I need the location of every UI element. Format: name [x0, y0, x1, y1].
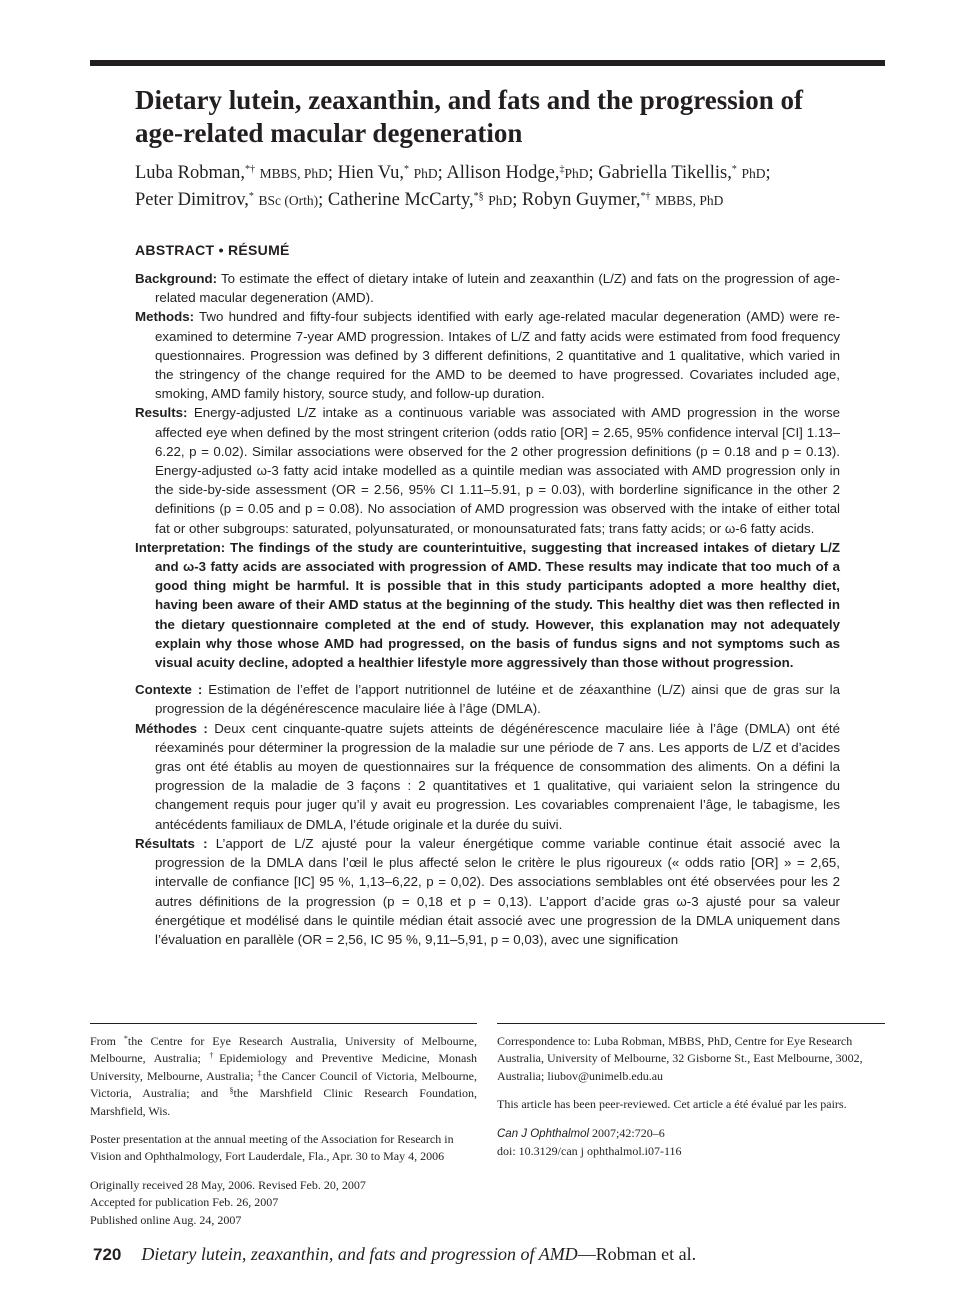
- affil-text: From: [90, 1034, 124, 1048]
- author-separator: ;: [327, 163, 333, 183]
- affil-mark: *: [123, 1034, 128, 1043]
- correspondence-note: Correspondence to: Luba Robman, MBBS, PhD, Centre for Eye Research Australia, University of Melbourne, 32 Gisborne St., East Melbourne, 3002, Australia; liubov@unimelb.edu.au: [497, 1034, 863, 1083]
- section-label: Background:: [135, 271, 218, 286]
- footnote-divider-left: [90, 1023, 477, 1024]
- journal-name: Can J Ophthalmol: [497, 1127, 590, 1140]
- footnotes-right: [497, 1033, 885, 1160]
- author-name: Peter Dimitrov,: [135, 190, 249, 210]
- section-text: To estimate the effect of dietary intake of lutein and zeaxanthin (L/Z) and fats on the progression of age-related macular degeneration (AMD).: [155, 271, 840, 306]
- affil-text: the Marshfield Clinic Research Foundation, Marshfield, Wis.: [90, 1086, 477, 1118]
- section-text: Deux cent cinquante-quatre sujets atteints de dégénérescence maculaire liée à l’âge (DMLA) ont été réexaminés pour déterminer la progression de la maladie sur une période de 7 ans. Les apports de L/Z et d’acides gras ont été établis au moyen de questionnaires sur la fréquence de consommation des aliments. On a défini la progression de la maladie de 3 façons : 2 quantitatives et 1 qualitative, qui variaient selon la stringence du changement requis pour juger qu’il y avait eu progression. Les covariables comprenaient l’âge, le tabagisme, les antécédents familiaux de DMLA, l’étude originale et la durée du suivi.: [155, 720, 840, 832]
- journal-citation: [497, 1125, 885, 1143]
- author-degree: PhD: [564, 166, 589, 181]
- section-text: The findings of the study are counterintuitive, suggesting that increased intakes of dietary L/Z and ω-3 fatty acids are associated with progression of AMD. These results may indicate that too much of a good thing might be harmful. It is possible that in this study participants adopted a more healthy diet, having been aware of their AMD status at the beginning of the study. This healthy diet was then reflected in the dietary questionnaire completed at the end of study. However, this explanation may not adequately explain why those whose AMD had progressed, on the basis of fundus signs and not symptoms such as visual acuity decline, adopted a healthier lifestyle more aggressively than those without progression.: [155, 539, 840, 671]
- top-rule: [90, 60, 885, 66]
- section-label: Results:: [135, 405, 188, 421]
- author-degree: MBBS, PhD: [259, 166, 328, 181]
- abstract-results: [135, 403, 840, 537]
- affiliations-note: [90, 1033, 477, 1120]
- accepted-date: Accepted for publication Feb. 26, 2007: [90, 1195, 279, 1210]
- abstract-body: [135, 269, 840, 949]
- abstract-interpretation: [135, 538, 840, 672]
- received-date: Originally received 28 May, 2006. Revised Feb. 20, 2007: [90, 1177, 366, 1192]
- doi: doi: 10.3129/can j ophthalmol.i07-116: [497, 1144, 682, 1159]
- abstract-resultats: [135, 834, 840, 949]
- section-label: Contexte :: [135, 682, 203, 698]
- author-name: Hien Vu,: [337, 163, 405, 183]
- author-separator: ;: [765, 163, 771, 183]
- author-name: Catherine McCarty,: [327, 190, 474, 210]
- abstract-heading: ABSTRACT • RÉSUMÉ: [135, 242, 290, 258]
- author-degree: PhD: [413, 166, 438, 181]
- author-separator: ;: [512, 190, 518, 210]
- affil-mark: §: [229, 1086, 234, 1096]
- article-title: Dietary lutein, zeaxanthin, and fats and the progression of age-related macular degeneration: [135, 85, 804, 148]
- author-affil-marks: *†: [244, 164, 255, 175]
- page-footer: [93, 1244, 893, 1265]
- peer-review-note: This article has been peer-reviewed. Cet article a été évalué par les pairs.: [497, 1097, 847, 1112]
- section-label: Résultats :: [135, 835, 208, 851]
- poster-note: Poster presentation at the annual meeting of the Association for Research in Vision and Ophthalmology, Fort Lauderdale, Fla., Apr. 30 to May 4, 2006: [90, 1132, 454, 1164]
- affil-mark: †: [209, 1051, 220, 1061]
- author-degree: PhD: [488, 193, 513, 208]
- section-label: Methods:: [135, 309, 195, 325]
- author-list: [135, 160, 865, 214]
- author-degree: PhD: [741, 166, 766, 181]
- section-label: Interpretation:: [135, 539, 226, 555]
- section-label: Méthodes :: [135, 720, 208, 736]
- published-date: Published online Aug. 24, 2007: [90, 1212, 242, 1227]
- footnote-divider-right: [497, 1023, 885, 1024]
- author-name: Robyn Guymer,: [522, 190, 641, 210]
- abstract-methods: [135, 307, 840, 403]
- affil-text: Epidemiology and Preventive Medicine, Monash University, Melbourne, Australia;: [90, 1051, 478, 1083]
- affil-text: the Cancer Council of Victoria, Melbourne, Victoria, Australia; and: [90, 1068, 477, 1101]
- author-degree: MBBS, PhD: [655, 193, 724, 208]
- page-number: 720: [93, 1245, 122, 1264]
- author-separator: ;: [318, 190, 324, 210]
- author-affil-marks: *: [731, 164, 737, 175]
- author-affil-marks: *: [248, 191, 254, 202]
- author-name: Gabriella Tikellis,: [598, 163, 732, 183]
- author-affil-marks: ‡: [559, 164, 565, 175]
- section-text: Two hundred and fifty-four subjects identified with early age-related macular degeneration (AMD) were re-examined to determine 7-year AMD progression. Intakes of L/Z and fatty acids were estimated from food frequency questionnaires. Progression was defined by 3 different definitions, 2 quantitative and 1 qualitative, which varied in the stringency of the change required for the AMD to be deemed to have progressed. Covariates included age, smoking, AMD family history, source study, and follow-up duration.: [155, 309, 840, 402]
- author-separator: ;: [437, 163, 443, 183]
- affil-text: the Centre for Eye Research Australia, University of Melbourne, Melbourne, Australia;: [90, 1034, 477, 1066]
- running-authors: —Robman et al.: [577, 1244, 697, 1264]
- journal-volume: 2007;42:720–6: [589, 1125, 665, 1140]
- author-name: Allison Hodge,: [446, 163, 560, 183]
- section-text: Estimation de l’effet de l’apport nutritionnel de lutéine et de zéaxanthine (L/Z) ainsi que de gras sur la progression de la dégénérescence maculaire liée à l’âge (DMLA).: [155, 682, 840, 717]
- author-affil-marks: *§: [473, 191, 484, 202]
- author-separator: ;: [588, 163, 594, 183]
- author-name: Luba Robman,: [135, 163, 245, 183]
- author-affil-marks: *†: [640, 191, 651, 202]
- affil-mark: ‡: [257, 1068, 263, 1078]
- running-title: Dietary lutein, zeaxanthin, and fats and progression of AMD: [141, 1244, 578, 1264]
- section-text: L’apport de L/Z ajusté pour la valeur énergétique comme variable continue était associé avec la progression de la DMLA dans l’œil le plus affecté selon le critère le plus rigoureux (« odds ratio [OR] » = 2,65, intervalle de confiance [IC] 95 %, 1,13–6,22, p = 0,02). Des associations semblables ont été observées pour les 2 autres définitions de la progression (p = 0,18 et p = 0,13). L’apport d’acide gras ω-3 ajusté pour sa valeur énergétique et modélisé dans le quintile médian était associé avec une progression de la DMLA uniquement dans l’évaluation en parallèle (OR = 2,56, IC 95 %, 9,11–5,91, p = 0,03), avec une signification: [155, 835, 840, 947]
- author-degree: BSc (Orth): [258, 193, 319, 208]
- footnotes-left: [90, 1033, 477, 1229]
- section-text: Energy-adjusted L/Z intake as a continuous variable was associated with AMD progression in the worse affected eye when defined by the most stringent criterion (odds ratio [OR] = 2.65, 95% confidence interval [CI] 1.13–6.22, p = 0.02). Similar associations were observed for the 2 other progression definitions (p = 0.18 and p = 0.13). Energy-adjusted ω-3 fatty acid intake modelled as a quintile median was associated with AMD progression only in the side-by-side assessment (OR = 2.56, 95% CI 1.11–5.91, p = 0.03), with borderline significance in the other 2 definitions (p = 0.05 and p = 0.08). No association of AMD progression was observed with the intake of either total fat or other subgroups: saturated, polyunsaturated, or monounsaturated fats; trans fatty acids; or ω-6 fatty acids.: [155, 405, 840, 536]
- abstract-methodes: [135, 719, 840, 834]
- abstract-background: [135, 269, 840, 307]
- author-affil-marks: *: [404, 164, 410, 175]
- abstract-contexte: [135, 680, 840, 718]
